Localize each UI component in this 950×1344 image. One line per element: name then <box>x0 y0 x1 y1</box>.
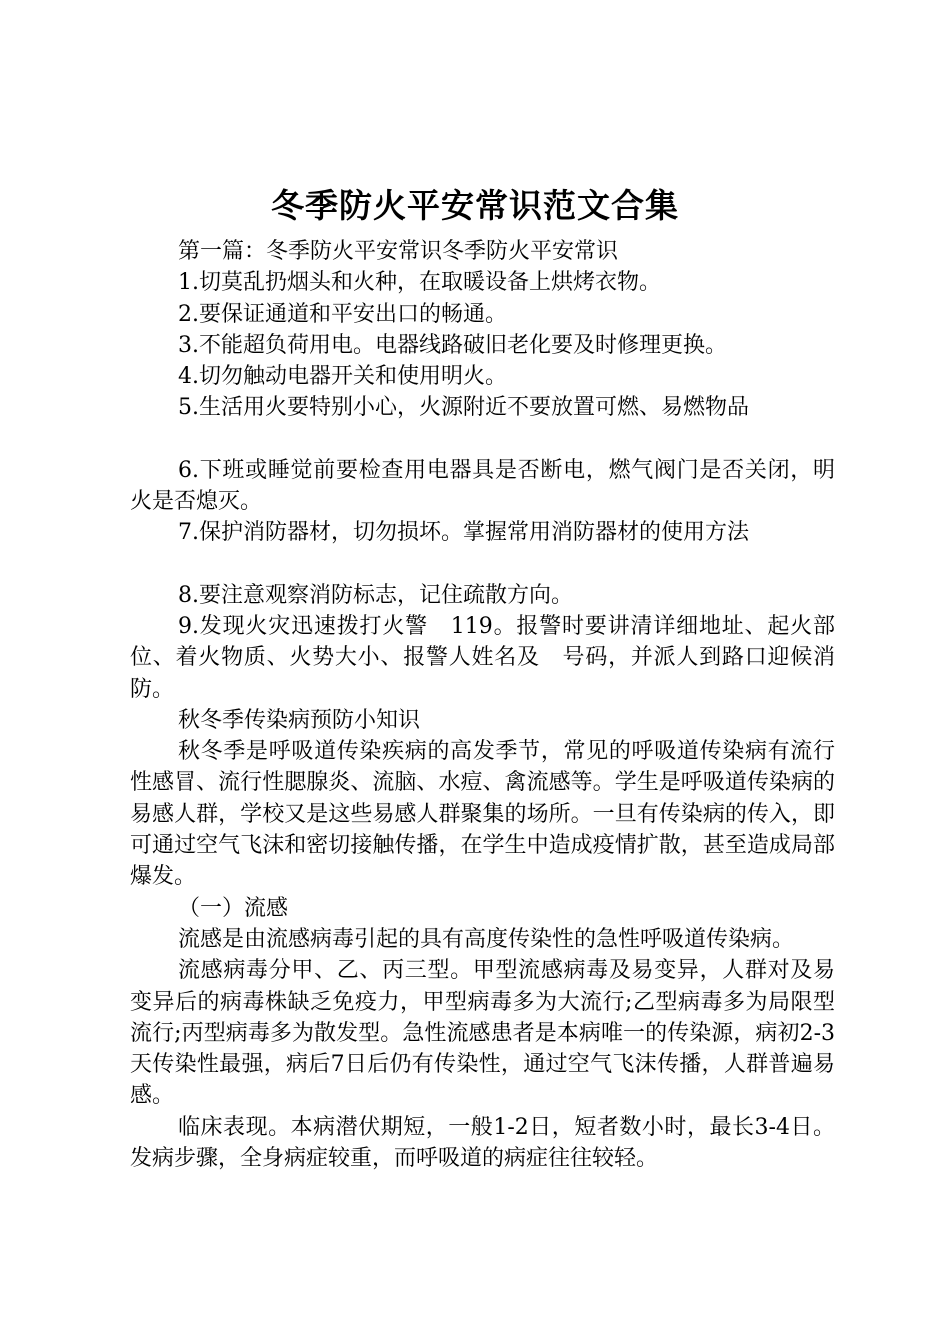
paragraph-item-3: 3.不能超负荷用电。电器线路破旧老化要及时修理更换。 <box>178 332 727 358</box>
paragraph-flu-types: 流感病毒分甲、乙、丙三型。甲型流感病毒及易变异，人群对及易变异后的病毒株缺乏免疫力，甲型病毒多为大流行;乙型病毒多为局限型流行;丙型病毒多为散发型。急性流感患者是本病唯一的传染源，病初2-3天传染性最强，病后7日后仍有传染性，通过空气飞沫传播，人群普遍易感。 <box>130 958 835 1109</box>
paragraph-item-8: 8.要注意观察消防标志，记住疏散方向。 <box>178 582 573 608</box>
paragraph-flu-definition: 流感是由流感病毒引起的具有高度传染性的急性呼吸道传染病。 <box>178 926 795 952</box>
paragraph-item-1: 1.切莫乱扔烟头和火种，在取暖设备上烘烤衣物。 <box>178 270 661 296</box>
paragraph-clinical: 临床表现。本病潜伏期短，一般1-2日，短者数小时，最长3-4日。发病步骤，全身病症较重，而呼吸道的病症往往较轻。 <box>130 1114 835 1172</box>
paragraph-item-7: 7.保护消防器材，切勿损坏。掌握常用消防器材的使用方法 <box>178 520 749 546</box>
paragraph-intro: 第一篇：冬季防火平安常识冬季防火平安常识 <box>178 239 619 264</box>
paragraph-item-9: 9.发现火灾迅速拨打火警 119。报警时要讲清详细地址、起火部位、着火物质、火势大小、报警人姓名及 号码，并派人到路口迎候消防。 <box>130 613 835 702</box>
section-heading: 秋冬季传染病预防小知识 <box>178 707 421 733</box>
paragraph-item-5: 5.生活用火要特别小心，火源附近不要放置可燃、易燃物品 <box>178 395 749 421</box>
paragraph-item-2: 2.要保证通道和平安出口的畅通。 <box>178 301 507 327</box>
blank-line <box>130 424 835 455</box>
subsection-heading: （一）流感 <box>178 895 289 921</box>
blank-line <box>130 549 835 580</box>
document-title: 冬季防火平安常识范文合集 <box>271 186 679 225</box>
paragraph-overview: 秋冬季是呼吸道传染疾病的高发季节，常见的呼吸道传染病有流行性感冒、流行性腮腺炎、流脑、水痘、禽流感等。学生是呼吸道传染病的易感人群，学校又是这些易感人群聚集的场所。一旦有传染病的传入，即可通过空气飞沫和密切接触传播，在学生中造成疫情扩散，甚至造成局部爆发。 <box>130 739 835 890</box>
paragraph-item-4: 4.切勿触动电器开关和使用明火。 <box>178 364 507 390</box>
paragraph-item-6: 6.下班或睡觉前要检查用电器具是否断电，燃气阀门是否关闭，明火是否熄灭。 <box>130 457 835 515</box>
document-body <box>130 236 835 1174</box>
